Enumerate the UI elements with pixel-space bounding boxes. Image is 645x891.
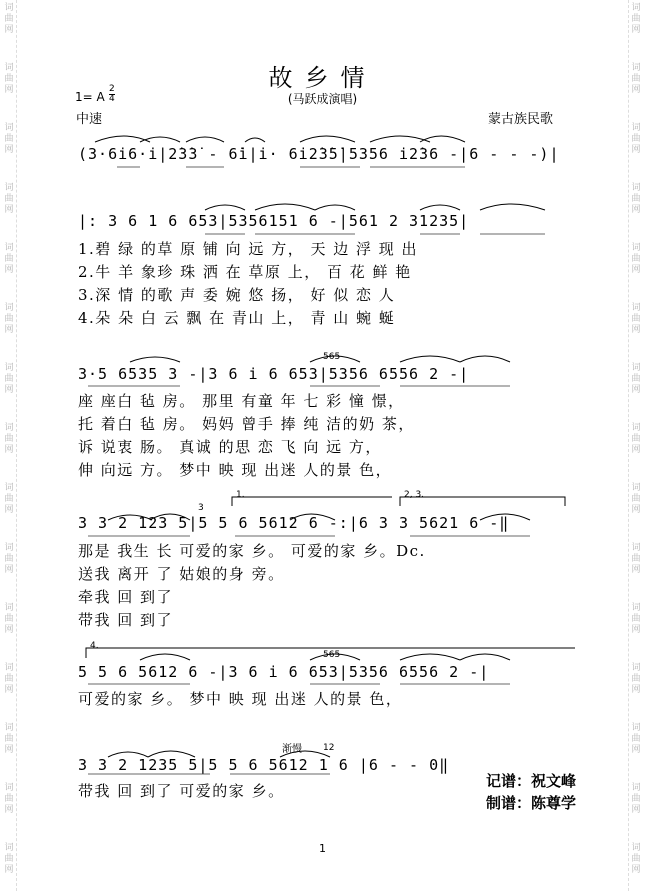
watermark-text: 词曲网	[4, 663, 14, 695]
grace-notes: 565	[323, 352, 341, 362]
watermark-text: 词曲网	[631, 843, 641, 875]
slur	[140, 137, 180, 142]
section2-notes: 3·5 6535 3 -|3 6 i 6 653|5356 6556 2 -|	[78, 365, 470, 383]
slur	[420, 205, 460, 210]
section5-notes: 3 3 2 1235 5|5 5 6 5612 1 6 |6 - - 0‖	[78, 756, 450, 774]
grace-notes: 565	[323, 650, 341, 660]
section2-lyric-verse2: 托 着白 毡 房。 妈妈 曾手 捧 纯 洁的奶 茶，	[78, 415, 415, 433]
watermark-text: 词曲网	[631, 3, 641, 35]
slur	[400, 356, 460, 362]
watermark-text: 词曲网	[4, 543, 14, 575]
watermark-text: 词曲网	[4, 783, 14, 815]
watermark-text: 词曲网	[4, 363, 14, 395]
watermark-text: 词曲网	[4, 303, 14, 335]
watermark-text: 词曲网	[4, 423, 14, 455]
transcriber-credit: 记谱：祝文峰	[486, 772, 577, 790]
key-signature: 1= A	[75, 90, 105, 104]
watermark-text: 词曲网	[631, 603, 641, 635]
watermark-text: 词曲网	[631, 543, 641, 575]
slur	[480, 204, 545, 210]
watermark-text: 词曲网	[4, 243, 14, 275]
slur	[460, 356, 510, 362]
watermark-text: 词曲网	[4, 63, 14, 95]
section2-lyric-verse4: 伸 向远 方。 梦中 映 现 出迷 人的景 色，	[78, 461, 393, 479]
watermark-text: 词曲网	[4, 723, 14, 755]
watermark-text: 词曲网	[631, 243, 641, 275]
watermark-text: 词曲网	[4, 603, 14, 635]
watermark-text: 词曲网	[4, 483, 14, 515]
watermark-text: 词曲网	[4, 183, 14, 215]
page-number: 1	[319, 842, 326, 855]
slur	[205, 205, 245, 210]
watermark-text: 词曲网	[4, 843, 14, 875]
grace-note: 3	[198, 503, 204, 513]
watermark-text: 词曲网	[631, 363, 641, 395]
slur	[130, 357, 180, 362]
watermark-text: 词曲网	[4, 123, 14, 155]
section1-lyric-verse4: 4.朵 朵 白 云 飘 在 青山 上， 青 山 蜿 蜒	[78, 309, 396, 327]
engraver-credit: 制谱：陈尊学	[486, 794, 577, 812]
intro-notes: (3·6i6·i|2̇3̇3̇ - 6̇i|i· 6i2̇3̇5̇|5356 i2̇36 -|6 - - -)|	[78, 145, 560, 163]
volta-2-3-label: 2, 3.	[404, 490, 425, 500]
time-signature-numerator: 2	[109, 84, 115, 94]
section3-lyric-verse4: 带我 回 到了	[78, 611, 174, 629]
song-origin: 蒙古族民歌	[488, 112, 554, 127]
watermark-text: 词曲网	[631, 123, 641, 155]
slur	[186, 137, 224, 142]
song-title: 故乡情	[268, 64, 377, 92]
section3-lyric-verse1: 那是 我生 长 可爱的家 乡。 可爱的家 乡。Dc.	[78, 542, 426, 560]
volta-bracket	[400, 497, 565, 506]
tempo-marking: 中速	[76, 112, 103, 127]
section3-lyric-verse2: 送我 离开 了 姑娘的身 旁。	[78, 565, 285, 583]
section1-lyric-verse3: 3.深 情 的歌 声 委 婉 悠 扬， 好 似 恋 人	[78, 286, 396, 304]
volta-bracket	[232, 497, 392, 506]
time-signature-denominator: 4	[109, 94, 115, 104]
volta-1-label: 1.	[236, 490, 245, 500]
section4-lyric: 可爱的家 乡。 梦中 映 现 出迷 人的景 色，	[78, 690, 403, 708]
grace-notes: 12	[323, 743, 335, 753]
watermark-text: 词曲网	[631, 303, 641, 335]
slur	[460, 654, 510, 660]
slur	[140, 654, 190, 660]
section5-lyric: 带我 回 到了 可爱的家 乡。	[78, 782, 285, 800]
slur	[400, 654, 460, 660]
slur	[245, 138, 265, 142]
watermark-text: 词曲网	[631, 423, 641, 455]
section1-lyric-verse2: 2.牛 羊 象珍 珠 洒 在 草原 上， 百 花 鲜 艳	[78, 263, 412, 281]
section3-lyric-verse3: 牵我 回 到了	[78, 588, 174, 606]
watermark-text: 词曲网	[631, 483, 641, 515]
section1-lyric-verse1: 1.碧 绿 的草 原 铺 向 远 方， 天 边 浮 现 出	[78, 240, 419, 258]
section4-notes: 5 5 6 5612 6 -|3 6 i 6 653|5356 6556 2 -|	[78, 663, 490, 681]
watermark-text: 词曲网	[631, 63, 641, 95]
watermark-text: 词曲网	[631, 183, 641, 215]
section3-notes: 3 3 2 123 5|5 5 6 5612 6 -:|6 3 3 5621 6 -‖	[78, 514, 510, 532]
volta-4-label: 4.	[90, 641, 99, 651]
section2-lyric-verse1: 座 座白 毡 房。 那里 有童 年 七 彩 憧 憬，	[78, 392, 405, 410]
slur	[315, 205, 355, 210]
watermark-text: 词曲网	[631, 663, 641, 695]
ritardando-marking: 渐慢	[282, 744, 302, 755]
section1-notes: |: 3 6 1 6 653|5356151 6 -|561 2 31235|	[78, 212, 470, 230]
song-subtitle: (马跃成演唱)	[287, 92, 358, 106]
slur	[300, 136, 355, 142]
watermark-text: 词曲网	[631, 783, 641, 815]
watermark-text: 词曲网	[631, 723, 641, 755]
section2-lyric-verse3: 诉 说衷 肠。 真诚 的思 恋 飞 向 远 方，	[78, 438, 382, 456]
watermark-text: 词曲网	[4, 3, 14, 35]
slur	[255, 204, 315, 210]
